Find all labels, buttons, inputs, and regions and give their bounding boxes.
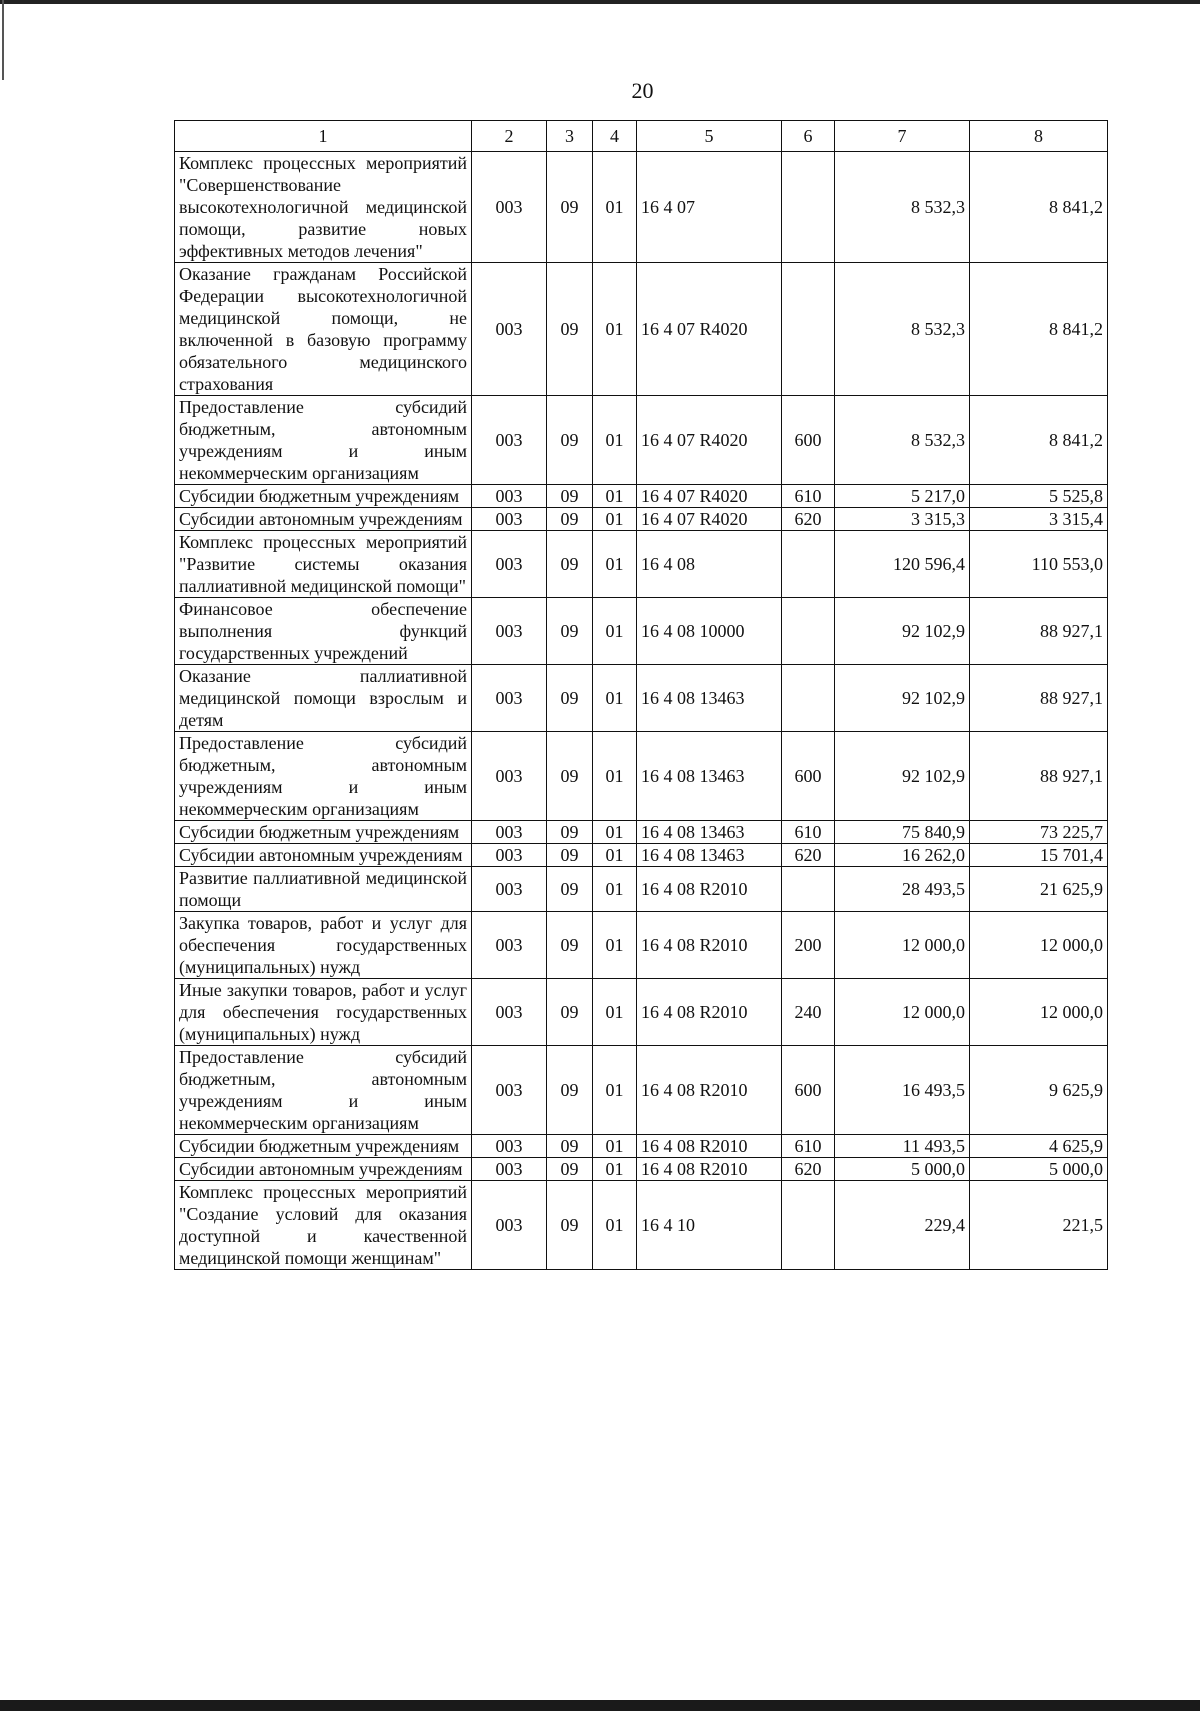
cell-section: 09	[547, 508, 593, 531]
cell-subsection: 01	[593, 396, 637, 485]
table-row	[175, 598, 1108, 665]
cell-amount-year1: 92 102,9	[835, 665, 970, 732]
cell-ministry-code: 003	[472, 531, 547, 598]
cell-subsection: 01	[593, 821, 637, 844]
cell-target-article: 16 4 10	[637, 1181, 782, 1270]
cell-ministry-code: 003	[472, 485, 547, 508]
cell-expense-type: 620	[782, 844, 835, 867]
table-row	[175, 1135, 1108, 1158]
cell-expense-type: 620	[782, 1158, 835, 1181]
cell-subsection: 01	[593, 508, 637, 531]
cell-subsection: 01	[593, 531, 637, 598]
cell-subsection: 01	[593, 485, 637, 508]
table-row	[175, 979, 1108, 1046]
cell-subsection: 01	[593, 979, 637, 1046]
cell-section: 09	[547, 732, 593, 821]
cell-amount-year1: 11 493,5	[835, 1135, 970, 1158]
cell-amount-year2: 5 525,8	[970, 485, 1108, 508]
cell-target-article: 16 4 08 R2010	[637, 1046, 782, 1135]
row-name: Субсидии автономным учреждениям	[175, 844, 472, 867]
cell-amount-year1: 5 217,0	[835, 485, 970, 508]
cell-ministry-code: 003	[472, 1158, 547, 1181]
table-row	[175, 844, 1108, 867]
cell-ministry-code: 003	[472, 844, 547, 867]
cell-ministry-code: 003	[472, 867, 547, 912]
cell-target-article: 16 4 07 R4020	[637, 396, 782, 485]
col-header-7: 7	[835, 121, 970, 152]
cell-expense-type	[782, 598, 835, 665]
cell-amount-year1: 5 000,0	[835, 1158, 970, 1181]
cell-ministry-code: 003	[472, 1135, 547, 1158]
cell-section: 09	[547, 844, 593, 867]
cell-amount-year2: 73 225,7	[970, 821, 1108, 844]
cell-amount-year1: 12 000,0	[835, 912, 970, 979]
cell-expense-type: 240	[782, 979, 835, 1046]
row-name: Оказание паллиативной медицинской помощи взрослым и детям	[175, 665, 472, 732]
cell-ministry-code: 003	[472, 821, 547, 844]
cell-amount-year2: 5 000,0	[970, 1158, 1108, 1181]
scan-border-top	[0, 0, 1200, 4]
cell-ministry-code: 003	[472, 665, 547, 732]
cell-ministry-code: 003	[472, 1046, 547, 1135]
cell-amount-year1: 92 102,9	[835, 598, 970, 665]
cell-expense-type: 610	[782, 821, 835, 844]
col-header-8: 8	[970, 121, 1108, 152]
table-row	[175, 912, 1108, 979]
cell-subsection: 01	[593, 1181, 637, 1270]
cell-expense-type	[782, 531, 835, 598]
table-row	[175, 867, 1108, 912]
cell-target-article: 16 4 08 13463	[637, 844, 782, 867]
table-row	[175, 1046, 1108, 1135]
cell-amount-year2: 12 000,0	[970, 912, 1108, 979]
cell-amount-year2: 221,5	[970, 1181, 1108, 1270]
cell-ministry-code: 003	[472, 508, 547, 531]
cell-expense-type: 620	[782, 508, 835, 531]
cell-ministry-code: 003	[472, 732, 547, 821]
table-row	[175, 1181, 1108, 1270]
cell-section: 09	[547, 152, 593, 263]
row-name: Оказание гражданам Российской Федерации высокотехнологичной медицинской помощи, не включенной в базовую программу обязательного медицинского страхования	[175, 263, 472, 396]
table-row	[175, 263, 1108, 396]
cell-amount-year1: 12 000,0	[835, 979, 970, 1046]
cell-expense-type	[782, 263, 835, 396]
cell-expense-type	[782, 665, 835, 732]
table-body	[175, 152, 1108, 1270]
scan-border-left	[2, 0, 4, 80]
cell-expense-type: 610	[782, 1135, 835, 1158]
cell-subsection: 01	[593, 1135, 637, 1158]
cell-amount-year1: 229,4	[835, 1181, 970, 1270]
table-row	[175, 732, 1108, 821]
col-header-5: 5	[637, 121, 782, 152]
header-row	[175, 121, 1108, 152]
cell-expense-type	[782, 1181, 835, 1270]
table-row	[175, 1158, 1108, 1181]
cell-amount-year1: 3 315,3	[835, 508, 970, 531]
cell-amount-year2: 4 625,9	[970, 1135, 1108, 1158]
cell-amount-year2: 8 841,2	[970, 263, 1108, 396]
cell-amount-year1: 8 532,3	[835, 152, 970, 263]
row-name: Субсидии автономным учреждениям	[175, 508, 472, 531]
table-row	[175, 821, 1108, 844]
row-name: Предоставление субсидий бюджетным, автономным учреждениям и иным некоммерческим организациям	[175, 396, 472, 485]
cell-target-article: 16 4 08 R2010	[637, 867, 782, 912]
cell-amount-year1: 16 493,5	[835, 1046, 970, 1135]
cell-amount-year2: 8 841,2	[970, 396, 1108, 485]
table-row	[175, 531, 1108, 598]
row-name: Комплекс процессных мероприятий "Совершенствование высокотехнологичной медицинской помощи, развитие новых эффективных методов лечения"	[175, 152, 472, 263]
col-header-4: 4	[593, 121, 637, 152]
cell-amount-year1: 8 532,3	[835, 263, 970, 396]
cell-amount-year2: 8 841,2	[970, 152, 1108, 263]
row-name: Субсидии автономным учреждениям	[175, 1158, 472, 1181]
cell-ministry-code: 003	[472, 912, 547, 979]
scan-border-bottom	[0, 1700, 1200, 1711]
cell-target-article: 16 4 08 R2010	[637, 1135, 782, 1158]
col-header-3: 3	[547, 121, 593, 152]
cell-amount-year1: 92 102,9	[835, 732, 970, 821]
row-name: Развитие паллиативной медицинской помощи	[175, 867, 472, 912]
row-name: Иные закупки товаров, работ и услуг для обеспечения государственных (муниципальных) нужд	[175, 979, 472, 1046]
row-name: Субсидии бюджетным учреждениям	[175, 485, 472, 508]
cell-section: 09	[547, 665, 593, 732]
cell-expense-type	[782, 152, 835, 263]
cell-ministry-code: 003	[472, 598, 547, 665]
cell-amount-year1: 16 262,0	[835, 844, 970, 867]
cell-subsection: 01	[593, 844, 637, 867]
cell-amount-year2: 12 000,0	[970, 979, 1108, 1046]
cell-subsection: 01	[593, 1046, 637, 1135]
cell-section: 09	[547, 867, 593, 912]
row-name: Субсидии бюджетным учреждениям	[175, 1135, 472, 1158]
cell-subsection: 01	[593, 152, 637, 263]
cell-amount-year2: 21 625,9	[970, 867, 1108, 912]
budget-table	[174, 120, 1108, 1270]
cell-expense-type: 610	[782, 485, 835, 508]
cell-target-article: 16 4 08	[637, 531, 782, 598]
page-number: 20	[631, 78, 654, 103]
cell-amount-year2: 9 625,9	[970, 1046, 1108, 1135]
cell-ministry-code: 003	[472, 152, 547, 263]
cell-amount-year1: 75 840,9	[835, 821, 970, 844]
cell-section: 09	[547, 485, 593, 508]
cell-subsection: 01	[593, 263, 637, 396]
cell-section: 09	[547, 1181, 593, 1270]
table-row	[175, 665, 1108, 732]
cell-target-article: 16 4 08 13463	[637, 821, 782, 844]
cell-amount-year2: 110 553,0	[970, 531, 1108, 598]
cell-amount-year2: 3 315,4	[970, 508, 1108, 531]
cell-section: 09	[547, 912, 593, 979]
cell-section: 09	[547, 396, 593, 485]
cell-expense-type: 600	[782, 396, 835, 485]
cell-section: 09	[547, 979, 593, 1046]
cell-subsection: 01	[593, 912, 637, 979]
cell-expense-type: 600	[782, 732, 835, 821]
row-name: Предоставление субсидий бюджетным, автономным учреждениям и иным некоммерческим организациям	[175, 732, 472, 821]
cell-target-article: 16 4 07 R4020	[637, 485, 782, 508]
cell-amount-year2: 88 927,1	[970, 732, 1108, 821]
row-name: Комплекс процессных мероприятий "Создание условий для оказания доступной и качественной медицинской помощи женщинам"	[175, 1181, 472, 1270]
cell-subsection: 01	[593, 1158, 637, 1181]
cell-section: 09	[547, 1135, 593, 1158]
row-name: Предоставление субсидий бюджетным, автономным учреждениям и иным некоммерческим организациям	[175, 1046, 472, 1135]
cell-expense-type: 600	[782, 1046, 835, 1135]
cell-subsection: 01	[593, 867, 637, 912]
cell-amount-year2: 15 701,4	[970, 844, 1108, 867]
cell-section: 09	[547, 263, 593, 396]
cell-target-article: 16 4 07	[637, 152, 782, 263]
cell-section: 09	[547, 598, 593, 665]
cell-expense-type	[782, 867, 835, 912]
cell-target-article: 16 4 07 R4020	[637, 263, 782, 396]
cell-target-article: 16 4 07 R4020	[637, 508, 782, 531]
cell-amount-year1: 120 596,4	[835, 531, 970, 598]
cell-target-article: 16 4 08 10000	[637, 598, 782, 665]
cell-target-article: 16 4 08 R2010	[637, 1158, 782, 1181]
cell-subsection: 01	[593, 665, 637, 732]
cell-expense-type: 200	[782, 912, 835, 979]
row-name: Субсидии бюджетным учреждениям	[175, 821, 472, 844]
cell-ministry-code: 003	[472, 1181, 547, 1270]
cell-amount-year1: 28 493,5	[835, 867, 970, 912]
cell-target-article: 16 4 08 R2010	[637, 912, 782, 979]
col-header-6: 6	[782, 121, 835, 152]
table-row	[175, 396, 1108, 485]
cell-section: 09	[547, 1158, 593, 1181]
col-header-2: 2	[472, 121, 547, 152]
table-row	[175, 485, 1108, 508]
cell-ministry-code: 003	[472, 979, 547, 1046]
cell-ministry-code: 003	[472, 263, 547, 396]
row-name: Комплекс процессных мероприятий "Развитие системы оказания паллиативной медицинской помощи"	[175, 531, 472, 598]
cell-ministry-code: 003	[472, 396, 547, 485]
cell-subsection: 01	[593, 732, 637, 821]
cell-section: 09	[547, 821, 593, 844]
cell-target-article: 16 4 08 13463	[637, 665, 782, 732]
cell-amount-year2: 88 927,1	[970, 665, 1108, 732]
cell-amount-year1: 8 532,3	[835, 396, 970, 485]
cell-section: 09	[547, 1046, 593, 1135]
row-name: Финансовое обеспечение выполнения функций государственных учреждений	[175, 598, 472, 665]
cell-target-article: 16 4 08 13463	[637, 732, 782, 821]
cell-amount-year2: 88 927,1	[970, 598, 1108, 665]
table-row	[175, 508, 1108, 531]
table-row	[175, 152, 1108, 263]
cell-section: 09	[547, 531, 593, 598]
cell-target-article: 16 4 08 R2010	[637, 979, 782, 1046]
cell-subsection: 01	[593, 598, 637, 665]
col-header-1: 1	[175, 121, 472, 152]
row-name: Закупка товаров, работ и услуг для обеспечения государственных (муниципальных) нужд	[175, 912, 472, 979]
